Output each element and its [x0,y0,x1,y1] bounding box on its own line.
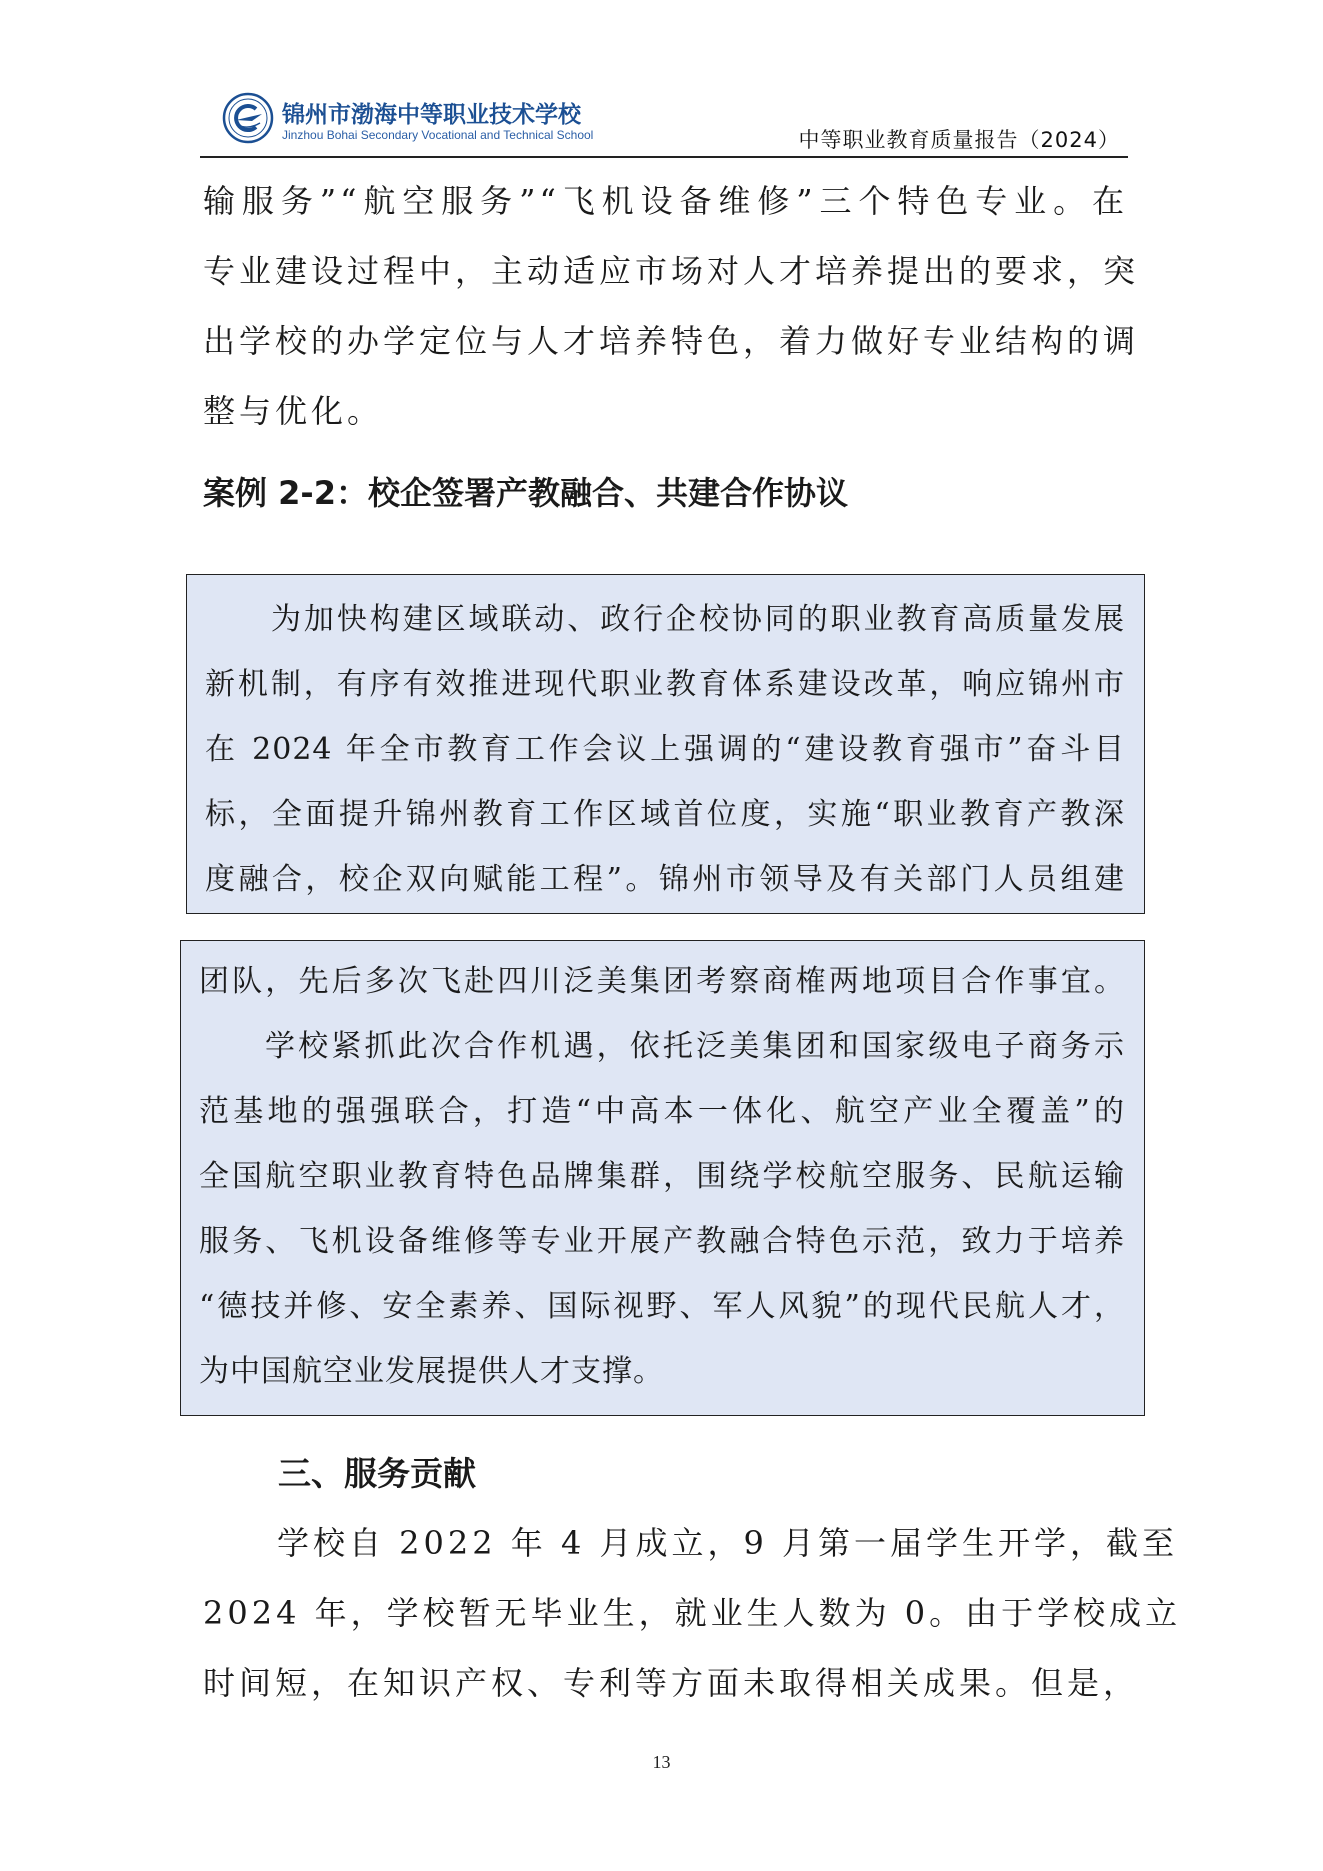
case-box-part-1 [186,574,1145,914]
page-number: 13 [652,1752,671,1772]
paragraph-line: 出学校的办学定位与人才培养特色，着力做好专业结构的调 [203,322,1140,360]
case-box-text [205,587,1125,912]
section-heading: 三、服务贡献 [278,1454,476,1493]
paragraph-line: 2024 年，学校暂无毕业生，就业生人数为 0。由于学校成立 [203,1594,1182,1632]
case-line: 团队，先后多次飞赴四川泛美集团考察商榷两地项目合作事宜。 [199,964,1125,999]
case-line: 度融合，校企双向赋能工程”。锦州市领导及有关部门人员组建 [205,862,1125,897]
paragraph-line: 整与优化。 [203,392,384,430]
paragraph-line: 专业建设过程中，主动适应市场对人才培养提出的要求，突 [203,252,1140,290]
school-name-cn: 锦州市渤海中等职业技术学校 [282,102,581,128]
report-title: 中等职业教育质量报告（2024） [798,128,1120,152]
section-paragraph [203,1508,1182,1718]
case-line: 在 2024 年全市教育工作会议上强调的“建设教育强市”奋斗目 [205,732,1125,767]
case-line: 为加快构建区域联动、政行企校协同的职业教育高质量发展 [271,602,1125,637]
case-line: “德技并修、安全素养、国际视野、军人风貌”的现代民航人才， [199,1289,1125,1324]
case-box-part-2 [180,940,1145,1416]
case-line: 新机制，有序有效推进现代职业教育体系建设改革，响应锦州市 [205,667,1125,702]
school-emblem-icon [222,92,274,144]
case-line: 服务、飞机设备维修等专业开展产教融合特色示范，致力于培养 [199,1224,1125,1259]
page-header [200,88,1128,156]
case-box-text [199,949,1125,1404]
case-line: 标，全面提升锦州教育工作区域首位度，实施“职业教育产教深 [205,797,1125,832]
paragraph-line: 时间短，在知识产权、专利等方面未取得相关成果。但是， [203,1664,1140,1702]
case-title: 案例 2-2：校企签署产教融合、共建合作协议 [203,474,848,512]
header-divider [200,156,1128,158]
case-line: 全国航空职业教育特色品牌集群，围绕学校航空服务、民航运输 [199,1159,1125,1194]
paragraph-line: 学校自 2022 年 4 月成立，9 月第一届学生开学，截至 [277,1524,1179,1562]
case-line: 学校紧抓此次合作机遇，依托泛美集团和国家级电子商务示 [265,1029,1125,1064]
case-line: 范基地的强强联合，打造“中高本一体化、航空产业全覆盖”的 [199,1094,1125,1129]
intro-paragraph [203,166,1140,446]
case-line: 为中国航空业发展提供人才支撑。 [199,1354,664,1389]
paragraph-line: 输服务”“航空服务”“飞机设备维修”三个特色专业。在 [203,182,1128,220]
school-name-en: Jinzhou Bohai Secondary Vocational and Technical School [282,128,594,142]
